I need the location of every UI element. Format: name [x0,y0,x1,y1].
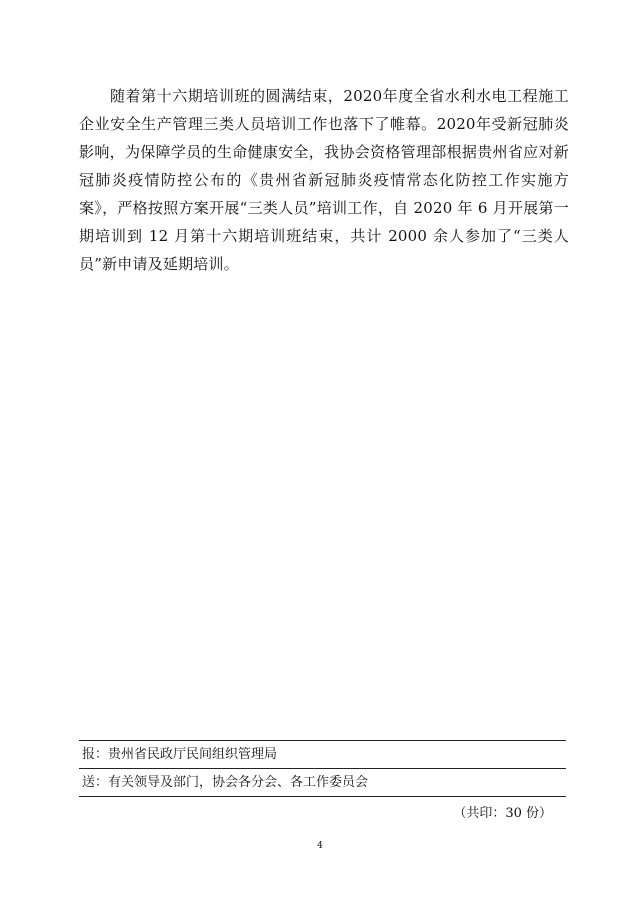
body-paragraph: 随着第十六期培训班的圆满结束，2020年度全省水利水电工程施工企业安全生产管理三类人员培训工作也落下了帷幕。2020年受新冠肺炎影响，为保障学员的生命健康安全，我协会资格管理部根据贵州省应对新冠肺炎疫情防控公布的《贵州省新冠肺炎疫情常态化防控工作实施方案》，严格按照方案开展“三类人员”培训工作，自 2020 年 6 月开展第一期培训到 12 月第十六期培训班结束，共计 2000 余人参加了“三类人员”新申请及延期培训。 [79,87,569,273]
report-to-line: 报：贵州省民政厅民间组织管理局 [82,747,278,762]
distribution-top-divider [79,740,566,741]
print-copies-note: （共印：30 份） [453,806,552,821]
distribution-middle-divider [79,768,566,769]
page-number: 4 [317,841,323,851]
distribution-bottom-divider [79,796,566,797]
send-to-line: 送：有关领导及部门，协会各分会、各工作委员会 [82,775,369,790]
